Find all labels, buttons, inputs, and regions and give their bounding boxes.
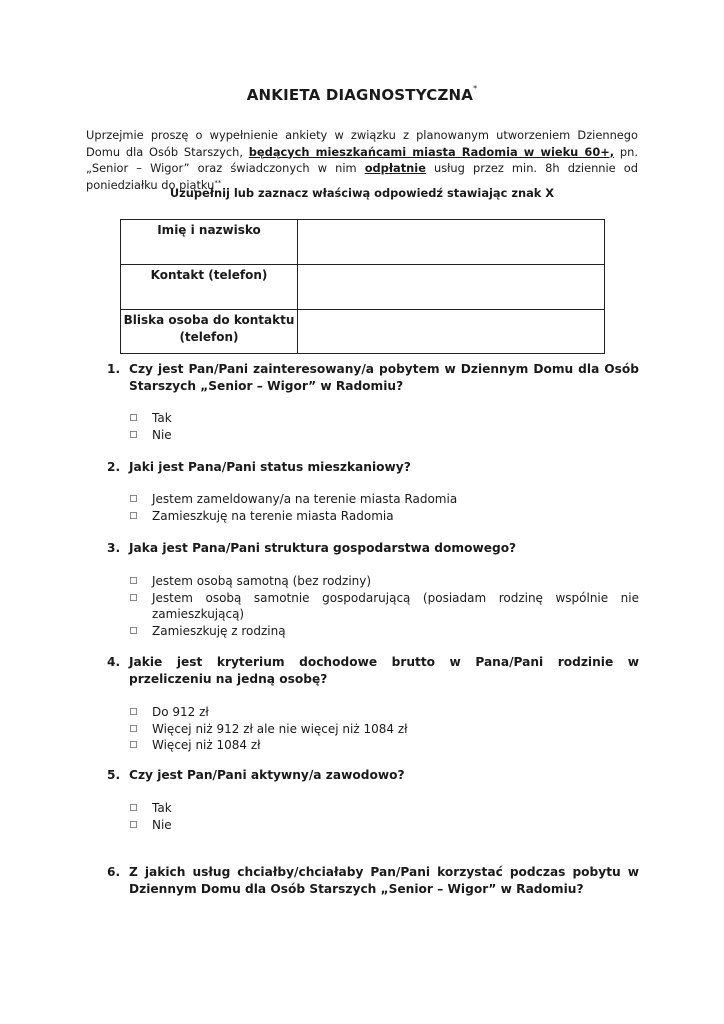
question-text: Jaka jest Pana/Pani struktura gospodarstwa domowego? (129, 541, 517, 555)
checkbox-icon[interactable] (130, 627, 137, 634)
question-number: 6. (107, 865, 121, 879)
intro-highlight-paid: odpłatnie (364, 161, 426, 175)
option-tak[interactable] (129, 410, 639, 427)
checkbox-icon[interactable] (130, 431, 137, 438)
question-1-options (129, 410, 639, 443)
option-label: Jestem zameldowany/a na terenie miasta Radomia (152, 492, 458, 506)
option-lives-alone[interactable] (129, 590, 639, 623)
table-row (121, 220, 605, 265)
checkbox-icon[interactable] (130, 495, 137, 502)
question-4-options (129, 704, 639, 754)
option-registered[interactable] (129, 491, 639, 508)
checkbox-icon[interactable] (130, 741, 137, 748)
checkbox-icon[interactable] (130, 414, 137, 421)
checkbox-icon[interactable] (130, 804, 137, 811)
question-6 (107, 864, 639, 898)
close-person-label: Bliska osoba do kontaktu (telefon) (121, 310, 298, 354)
table-row (121, 265, 605, 310)
checkbox-icon[interactable] (130, 512, 137, 519)
intro-text-2: pn. „Senior – Wigor” oraz świadczonych w nim (86, 144, 638, 175)
question-text: Jaki jest Pana/Pani status mieszkaniowy? (129, 460, 411, 474)
question-5-options (129, 800, 639, 833)
option-resides[interactable] (129, 508, 639, 525)
question-4 (107, 654, 639, 688)
option-nie[interactable] (129, 427, 639, 444)
question-text: Czy jest Pan/Pani aktywny/a zawodowo? (129, 768, 405, 782)
option-nie[interactable] (129, 817, 639, 834)
question-3-options (129, 573, 639, 639)
contact-field[interactable] (298, 265, 605, 310)
checkbox-icon[interactable] (130, 594, 137, 601)
name-label: Imię i nazwisko (121, 220, 298, 265)
option-income-high[interactable] (129, 737, 639, 754)
personal-info-table (120, 219, 605, 354)
checkbox-icon[interactable] (130, 708, 137, 715)
intro-highlight-residents: będących mieszkańcami miasta Radomia w wieku 60+, (248, 144, 615, 159)
option-single[interactable] (129, 573, 639, 590)
question-number: 1. (107, 362, 121, 376)
option-tak[interactable] (129, 800, 639, 817)
question-text: Jakie jest kryterium dochodowe brutto w Pana/Pani rodzinie w przeliczeniu na jedną osobę? (129, 655, 639, 686)
option-label: Jestem osobą samotnie gospodarującą (posiadam rodzinę wspólnie nie zamieszkującą) (152, 590, 639, 622)
option-label: Zamieszkuję z rodziną (152, 623, 286, 638)
instruction-text: Uzupełnij lub zaznacz właściwą odpowiedź stawiając znak X (169, 186, 555, 200)
table-row (121, 310, 605, 354)
option-income-mid[interactable] (129, 721, 639, 738)
question-1 (107, 361, 639, 395)
option-label: Jestem osobą samotną (bez rodziny) (152, 574, 372, 588)
close-person-field[interactable] (298, 310, 605, 354)
checkbox-icon[interactable] (130, 577, 137, 584)
checkbox-icon[interactable] (130, 821, 137, 828)
option-label: Zamieszkuję na terenie miasta Radomia (152, 508, 394, 523)
question-number: 4. (107, 655, 121, 669)
option-label: Więcej niż 912 zł ale nie więcej niż 1084 zł (152, 721, 408, 736)
title-text: ANKIETA DIAGNOSTYCZNA (246, 86, 474, 104)
option-label: Więcej niż 1084 zł (152, 738, 261, 753)
question-text: Czy jest Pan/Pani zainteresowany/a pobytem w Dziennym Domu dla Osób Starszych „Senior – Wigor” w Radomiu? (129, 362, 639, 393)
intro-footnote-mark: ** (214, 178, 222, 187)
question-number: 5. (107, 768, 121, 782)
question-2 (107, 459, 639, 476)
intro-text-1: Uprzejmie proszę o wypełnienie ankiety w związku z planowanym utworzeniem Dziennego Domu dla Osób Starszych, (86, 128, 638, 159)
option-income-low[interactable] (129, 704, 639, 721)
option-label: Tak (152, 801, 172, 815)
contact-label: Kontakt (telefon) (121, 265, 298, 310)
intro-text-3: usług przez min. 8h dziennie od poniedziałku do piątku (86, 161, 638, 192)
name-field[interactable] (298, 220, 605, 265)
question-number: 2. (107, 460, 121, 474)
option-with-family[interactable] (129, 623, 639, 640)
question-5 (107, 767, 639, 784)
question-text: Z jakich usług chciałby/chciałaby Pan/Pani korzystać podczas pobytu w Dziennym Domu dla Osób Starszych „Senior – Wigor” w Radomiu? (129, 865, 639, 896)
intro-paragraph (86, 127, 638, 193)
title-footnote-mark: * (473, 84, 478, 93)
option-label: Do 912 zł (152, 705, 209, 719)
option-label: Tak (152, 411, 172, 425)
page-title (0, 86, 724, 104)
option-label: Nie (152, 817, 172, 832)
question-2-options (129, 491, 639, 524)
question-3 (107, 540, 639, 557)
question-number: 3. (107, 541, 121, 555)
checkbox-icon[interactable] (130, 725, 137, 732)
option-label: Nie (152, 427, 172, 442)
